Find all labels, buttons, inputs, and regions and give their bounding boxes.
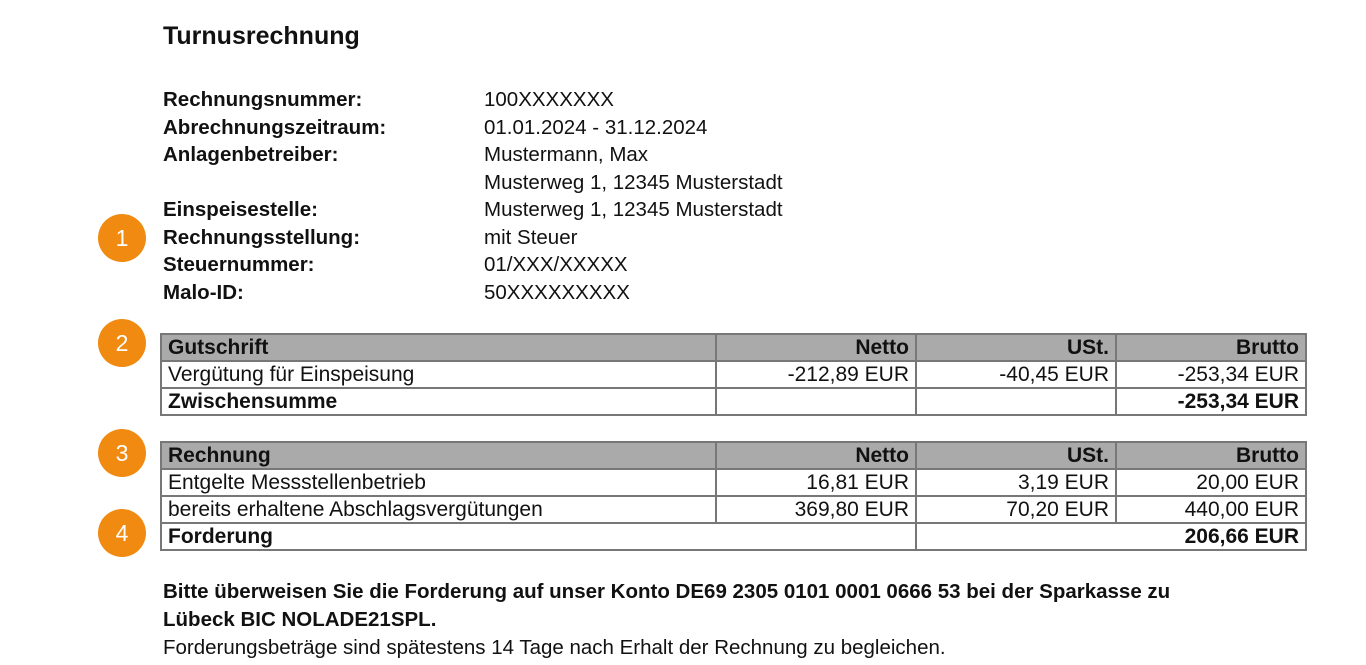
table-cell: 70,20 EUR bbox=[916, 496, 1116, 523]
subtotal-value: -253,34 EUR bbox=[1116, 388, 1306, 415]
step-badge-3: 3 bbox=[98, 429, 146, 477]
invoice-table bbox=[160, 441, 1307, 551]
subtotal-label: Zwischensumme bbox=[161, 388, 716, 415]
table-cell: -253,34 EUR bbox=[1116, 361, 1306, 388]
header-cell: Rechnung bbox=[161, 442, 716, 469]
info-value: 100XXXXXXX bbox=[484, 88, 614, 111]
header-cell: Brutto bbox=[1116, 442, 1306, 469]
info-value: Musterweg 1, 12345 Musterstadt bbox=[484, 198, 783, 221]
info-value: 01.01.2024 - 31.12.2024 bbox=[484, 115, 708, 139]
payment-note bbox=[163, 578, 1170, 662]
info-label: Einspeisestelle: bbox=[163, 198, 318, 221]
info-value: Musterweg 1, 12345 Musterstadt bbox=[484, 170, 783, 194]
table-cell: -212,89 EUR bbox=[716, 361, 916, 388]
empty-cell bbox=[916, 388, 1116, 415]
subtotal-row bbox=[161, 388, 1306, 415]
info-value: 50XXXXXXXXX bbox=[484, 280, 630, 304]
total-value: 206,66 EUR bbox=[916, 523, 1306, 550]
payment-instruction-line-2: Lübeck BIC NOLADE21SPL. bbox=[163, 608, 437, 631]
info-label: Rechnungsnummer: bbox=[163, 88, 363, 111]
step-badge-2: 2 bbox=[98, 319, 146, 367]
header-cell: Brutto bbox=[1116, 334, 1306, 361]
total-label: Forderung bbox=[161, 523, 916, 550]
info-label: Malo-ID: bbox=[163, 280, 244, 304]
empty-cell bbox=[716, 388, 916, 415]
header-cell: Netto bbox=[716, 442, 916, 469]
table-cell: -40,45 EUR bbox=[916, 361, 1116, 388]
table-cell: 440,00 EUR bbox=[1116, 496, 1306, 523]
header-cell: Netto bbox=[716, 334, 916, 361]
table-cell: Entgelte Messstellenbetrieb bbox=[161, 469, 716, 496]
total-row bbox=[161, 523, 1306, 550]
info-label: Rechnungsstellung: bbox=[163, 225, 361, 249]
step-badge-4: 4 bbox=[98, 509, 146, 557]
table-cell: 20,00 EUR bbox=[1116, 469, 1306, 496]
info-value: mit Steuer bbox=[484, 225, 578, 249]
payment-deadline-note: Forderungsbeträge sind spätestens 14 Tage nach Erhalt der Rechnung zu begleichen. bbox=[163, 636, 946, 659]
table-header-row bbox=[161, 334, 1306, 361]
page-title: Turnusrechnung bbox=[163, 22, 360, 50]
table-cell: 3,19 EUR bbox=[916, 469, 1116, 496]
payment-instruction-line-1: Bitte überweisen Sie die Forderung auf unser Konto DE69 2305 0101 0001 0666 53 bei der Sparkasse zu bbox=[163, 580, 1171, 603]
table-row bbox=[161, 469, 1306, 496]
table-cell: bereits erhaltene Abschlagsvergütungen bbox=[161, 496, 716, 523]
info-label: Anlagenbetreiber: bbox=[163, 143, 339, 166]
info-value: Mustermann, Max bbox=[484, 143, 649, 166]
table-cell: 369,80 EUR bbox=[716, 496, 916, 523]
header-cell: USt. bbox=[916, 442, 1116, 469]
header-cell: USt. bbox=[916, 334, 1116, 361]
credit-table bbox=[160, 333, 1307, 416]
table-cell: 16,81 EUR bbox=[716, 469, 916, 496]
table-row bbox=[161, 361, 1306, 388]
table-cell: Vergütung für Einspeisung bbox=[161, 361, 716, 388]
step-badge-1: 1 bbox=[98, 214, 146, 262]
info-value: 01/XXX/XXXXX bbox=[484, 253, 628, 276]
table-row bbox=[161, 496, 1306, 523]
info-label: Abrechnungszeitraum: bbox=[163, 115, 387, 139]
table-header-row bbox=[161, 442, 1306, 469]
info-label: Steuernummer: bbox=[163, 253, 315, 276]
header-cell: Gutschrift bbox=[161, 334, 716, 361]
